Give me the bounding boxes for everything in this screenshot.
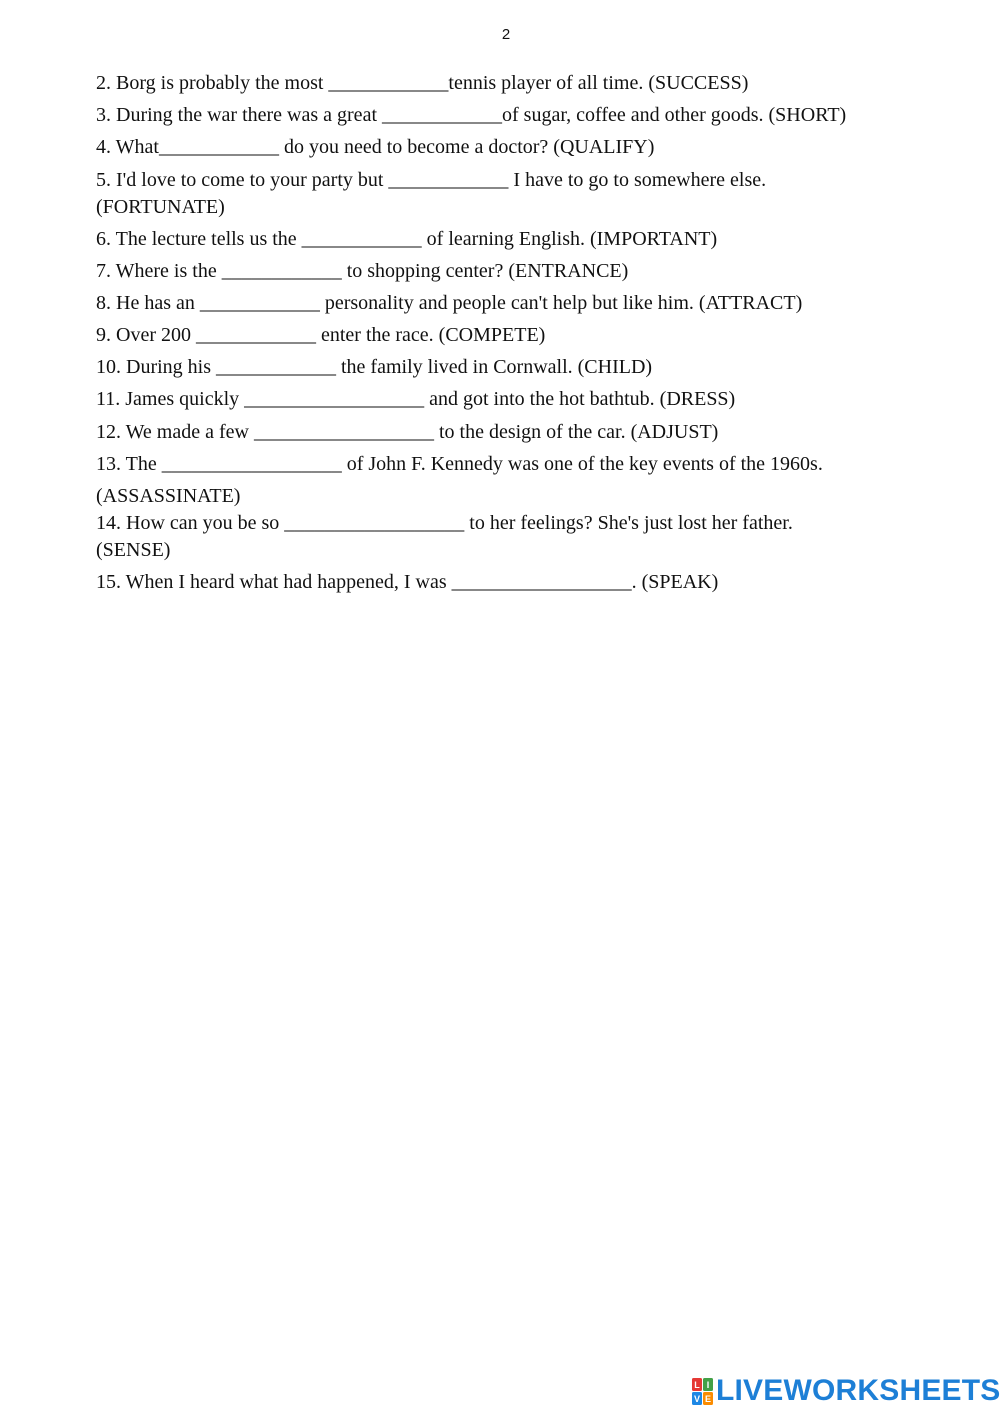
exercise-line: 11. James quickly __________________ and got into the hot bathtub. (DRESS) [96,388,736,410]
exercise-line: 10. During his ____________ the family lived in Cornwall. (CHILD) [96,356,653,378]
exercise-line: 9. Over 200 ____________ enter the race. (COMPETE) [96,324,546,346]
exercise-line: 4. What____________ do you need to become a doctor? (QUALIFY) [96,136,655,158]
liveworksheets-brand[interactable] [692,1374,1000,1408]
liveworksheets-wordmark: LIVEWORKSHEETS [716,1374,1000,1407]
exercise-line: 13. The __________________ of John F. Kennedy was one of the key events of the 1960s. [96,453,823,475]
logo-letter: V [693,1393,701,1404]
exercise-line-continuation: (FORTUNATE) [96,196,225,218]
page-number: 2 [501,26,511,43]
logo-letter: E [704,1393,712,1404]
exercise-line: 3. During the war there was a great ____________of sugar, coffee and other goods. (SHORT) [96,104,847,126]
liveworksheets-logo-icon [692,1378,713,1405]
exercise-line: 2. Borg is probably the most ____________tennis player of all time. (SUCCESS) [96,72,749,94]
exercise-line: 6. The lecture tells us the ____________ of learning English. (IMPORTANT) [96,228,718,250]
exercise-line: 7. Where is the ____________ to shopping center? (ENTRANCE) [96,260,629,282]
exercise-line: 14. How can you be so __________________ to her feelings? She's just lost her father. [96,512,793,534]
exercise-line: 15. When I heard what had happened, I was __________________. (SPEAK) [96,571,719,593]
exercise-line: 12. We made a few __________________ to the design of the car. (ADJUST) [96,421,719,443]
logo-letter: L [694,1379,700,1390]
exercise-line: 5. I'd love to come to your party but ____________ I have to go to somewhere else. [96,169,767,191]
exercise-line: 8. He has an ____________ personality and people can't help but like him. (ATTRACT) [96,292,803,314]
exercise-line-continuation: (ASSASSINATE) [96,485,241,507]
exercise-line-continuation: (SENSE) [96,539,171,561]
logo-letter: I [706,1379,710,1390]
